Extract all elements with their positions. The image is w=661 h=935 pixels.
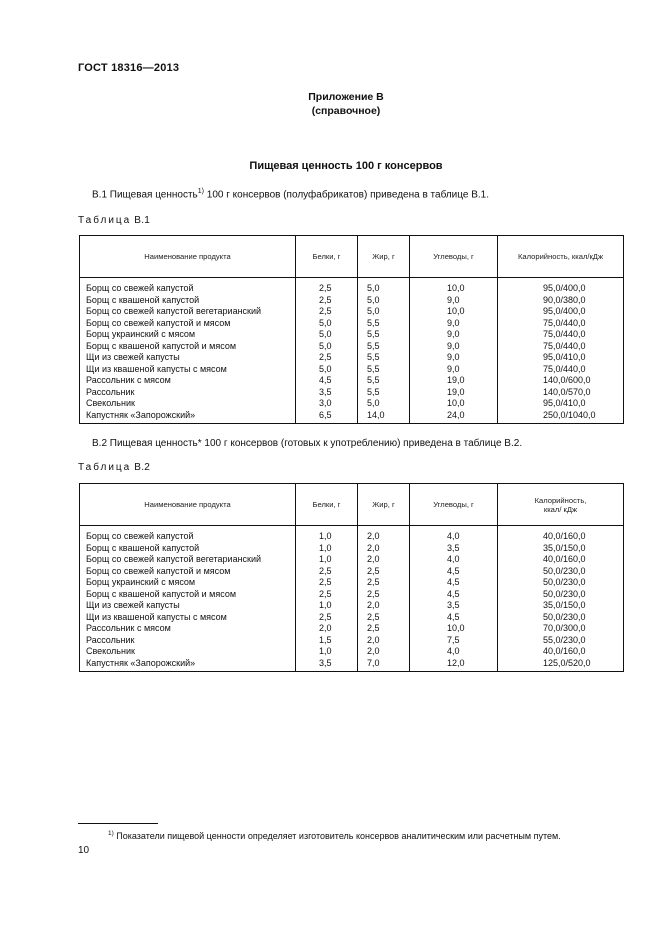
protein-value: 5,0 (296, 364, 358, 376)
fat-value: 5,5 (358, 341, 410, 353)
carbs-value: 10,0 (410, 278, 498, 295)
table-row (80, 352, 624, 364)
calories-value: 95,0/400,0 (498, 278, 624, 295)
paragraph-b2: В.2 Пищевая ценность* 100 г консервов (готовых к употреблению) приведена в таблице В.2. (92, 438, 523, 449)
fat-value: 2,5 (358, 623, 410, 635)
product-name: Борщ со свежей капустой (80, 278, 296, 295)
product-name: Борщ с квашеной капустой (80, 543, 296, 555)
product-name: Борщ со свежей капустой (80, 526, 296, 543)
fat-value: 2,5 (358, 612, 410, 624)
product-name: Щи из свежей капусты (80, 600, 296, 612)
footnote-marker: 1) (108, 830, 114, 837)
calories-value: 75,0/440,0 (498, 318, 624, 330)
appendix-title: Приложение В (308, 91, 384, 103)
table1-header-protein: Белки, г (296, 236, 358, 278)
table-row (80, 658, 624, 672)
footnote (108, 830, 561, 841)
fat-value: 2,0 (358, 543, 410, 555)
calories-value: 125,0/520,0 (498, 658, 624, 672)
carbs-value: 24,0 (410, 410, 498, 424)
product-name: Борщ украинский с мясом (80, 329, 296, 341)
protein-value: 1,5 (296, 635, 358, 647)
calories-value: 75,0/440,0 (498, 341, 624, 353)
carbs-value: 10,0 (410, 306, 498, 318)
appendix-subtitle: (справочное) (311, 105, 381, 117)
carbs-value: 4,5 (410, 577, 498, 589)
product-name: Рассольник с мясом (80, 623, 296, 635)
protein-value: 5,0 (296, 318, 358, 330)
table2-caption-number: В.2 (134, 462, 151, 473)
paragraph-b1-text-after: 100 г консервов (полуфабрикатов) приведена в таблице В.1. (204, 189, 490, 201)
table-row (80, 387, 624, 399)
table-row (80, 589, 624, 601)
calories-value: 140,0/600,0 (498, 375, 624, 387)
protein-value: 1,0 (296, 543, 358, 555)
fat-value: 2,5 (358, 589, 410, 601)
carbs-value: 9,0 (410, 341, 498, 353)
nutrition-table-2 (79, 483, 624, 672)
table1-body (80, 278, 624, 424)
protein-value: 3,0 (296, 398, 358, 410)
carbs-value: 19,0 (410, 387, 498, 399)
calories-value: 95,0/410,0 (498, 398, 624, 410)
table-row (80, 635, 624, 647)
table-row (80, 600, 624, 612)
carbs-value: 12,0 (410, 658, 498, 672)
table2-header-row (80, 484, 624, 526)
protein-value: 6,5 (296, 410, 358, 424)
fat-value: 5,5 (358, 329, 410, 341)
table-row (80, 306, 624, 318)
protein-value: 3,5 (296, 387, 358, 399)
table-row (80, 278, 624, 295)
fat-value: 2,0 (358, 646, 410, 658)
table2-header-calories-line1: Калорийность, (534, 495, 587, 505)
product-name: Щи из квашеной капусты с мясом (80, 612, 296, 624)
fat-value: 2,0 (358, 554, 410, 566)
table2-header-fat: Жир, г (358, 484, 410, 526)
carbs-value: 7,5 (410, 635, 498, 647)
fat-value: 5,5 (358, 352, 410, 364)
product-name: Свекольник (80, 398, 296, 410)
calories-value: 40,0/160,0 (498, 646, 624, 658)
carbs-value: 3,5 (410, 600, 498, 612)
table2-header-calories (498, 484, 624, 526)
product-name: Борщ с квашеной капустой и мясом (80, 341, 296, 353)
protein-value: 1,0 (296, 646, 358, 658)
calories-value: 90,0/380,0 (498, 295, 624, 307)
protein-value: 2,5 (296, 566, 358, 578)
calories-value: 75,0/440,0 (498, 329, 624, 341)
calories-value: 35,0/150,0 (498, 543, 624, 555)
fat-value: 5,5 (358, 318, 410, 330)
protein-value: 2,5 (296, 306, 358, 318)
table2-header-protein: Белки, г (296, 484, 358, 526)
calories-value: 50,0/230,0 (498, 577, 624, 589)
product-name: Борщ со свежей капустой и мясом (80, 318, 296, 330)
table1-header-calories: Калорийность, ккал/кДж (498, 236, 624, 278)
fat-value: 5,0 (358, 398, 410, 410)
product-name: Борщ с квашеной капустой (80, 295, 296, 307)
product-name: Борщ с квашеной капустой и мясом (80, 589, 296, 601)
table2-header-carbs: Углеводы, г (410, 484, 498, 526)
protein-value: 2,5 (296, 589, 358, 601)
table-row (80, 526, 624, 543)
table-row (80, 646, 624, 658)
table1-caption (78, 215, 150, 226)
table-row (80, 398, 624, 410)
product-name: Капустняк «Запорожский» (80, 658, 296, 672)
table1-caption-number: В.1 (134, 215, 151, 226)
carbs-value: 9,0 (410, 318, 498, 330)
product-name: Рассольник (80, 387, 296, 399)
carbs-value: 10,0 (410, 398, 498, 410)
table-row (80, 623, 624, 635)
footnote-separator (78, 823, 158, 824)
calories-value: 50,0/230,0 (498, 612, 624, 624)
calories-value: 95,0/400,0 (498, 306, 624, 318)
table2-caption (78, 462, 150, 473)
carbs-value: 9,0 (410, 329, 498, 341)
protein-value: 4,5 (296, 375, 358, 387)
calories-value: 40,0/160,0 (498, 526, 624, 543)
product-name: Борщ со свежей капустой и мясом (80, 566, 296, 578)
table-row (80, 566, 624, 578)
table2-header-calories-line2: ккал/ кДж (543, 504, 578, 514)
product-name: Щи из квашеной капусты с мясом (80, 364, 296, 376)
table1-header-carbs: Углеводы, г (410, 236, 498, 278)
protein-value: 2,5 (296, 352, 358, 364)
paragraph-b1 (92, 188, 489, 200)
protein-value: 2,5 (296, 295, 358, 307)
carbs-value: 10,0 (410, 623, 498, 635)
section-title: Пищевая ценность 100 г консервов (249, 160, 443, 172)
calories-value: 35,0/150,0 (498, 600, 624, 612)
fat-value: 5,5 (358, 364, 410, 376)
calories-value: 250,0/1040,0 (498, 410, 624, 424)
calories-value: 70,0/300,0 (498, 623, 624, 635)
table1-header-product: Наименование продукта (80, 236, 296, 278)
document-code: ГОСТ 18316—2013 (78, 62, 180, 74)
fat-value: 2,0 (358, 526, 410, 543)
protein-value: 5,0 (296, 329, 358, 341)
carbs-value: 4,5 (410, 566, 498, 578)
fat-value: 5,5 (358, 375, 410, 387)
fat-value: 7,0 (358, 658, 410, 672)
carbs-value: 3,5 (410, 543, 498, 555)
carbs-value: 4,0 (410, 554, 498, 566)
product-name: Рассольник с мясом (80, 375, 296, 387)
calories-value: 40,0/160,0 (498, 554, 624, 566)
protein-value: 1,0 (296, 526, 358, 543)
protein-value: 3,5 (296, 658, 358, 672)
product-name: Капустняк «Запорожский» (80, 410, 296, 424)
product-name: Щи из свежей капусты (80, 352, 296, 364)
calories-value: 75,0/440,0 (498, 364, 624, 376)
protein-value: 2,5 (296, 278, 358, 295)
carbs-value: 19,0 (410, 375, 498, 387)
fat-value: 5,0 (358, 278, 410, 295)
carbs-value: 9,0 (410, 364, 498, 376)
fat-value: 2,0 (358, 635, 410, 647)
fat-value: 5,0 (358, 295, 410, 307)
fat-value: 2,5 (358, 566, 410, 578)
carbs-value: 4,0 (410, 646, 498, 658)
table1-caption-word: Таблица (78, 215, 132, 226)
table-row (80, 612, 624, 624)
table1-header-fat: Жир, г (358, 236, 410, 278)
calories-value: 50,0/230,0 (498, 589, 624, 601)
calories-value: 140,0/570,0 (498, 387, 624, 399)
fat-value: 5,0 (358, 306, 410, 318)
table-row (80, 543, 624, 555)
product-name: Борщ со свежей капустой вегетарианский (80, 306, 296, 318)
paragraph-b1-text-before: В.1 Пищевая ценность (92, 189, 198, 201)
fat-value: 2,5 (358, 577, 410, 589)
calories-value: 55,0/230,0 (498, 635, 624, 647)
nutrition-table-1 (79, 235, 624, 424)
protein-value: 1,0 (296, 554, 358, 566)
table-row (80, 410, 624, 424)
carbs-value: 9,0 (410, 352, 498, 364)
table-row (80, 364, 624, 376)
footnote-ref: 1) (197, 188, 205, 195)
product-name: Рассольник (80, 635, 296, 647)
table-row (80, 375, 624, 387)
table-row (80, 329, 624, 341)
table-row (80, 341, 624, 353)
carbs-value: 4,5 (410, 589, 498, 601)
product-name: Свекольник (80, 646, 296, 658)
table-row (80, 295, 624, 307)
fat-value: 2,0 (358, 600, 410, 612)
table1-header-row (80, 236, 624, 278)
protein-value: 2,0 (296, 623, 358, 635)
footnote-text: Показатели пищевой ценности определяет изготовитель консервов аналитическим или расчетным путем. (113, 831, 561, 841)
carbs-value: 9,0 (410, 295, 498, 307)
carbs-value: 4,0 (410, 526, 498, 543)
table-row (80, 577, 624, 589)
carbs-value: 4,5 (410, 612, 498, 624)
protein-value: 2,5 (296, 612, 358, 624)
fat-value: 14,0 (358, 410, 410, 424)
fat-value: 5,5 (358, 387, 410, 399)
table2-caption-word: Таблица (78, 462, 132, 473)
protein-value: 5,0 (296, 341, 358, 353)
calories-value: 50,0/230,0 (498, 566, 624, 578)
table2-header-product: Наименование продукта (80, 484, 296, 526)
protein-value: 1,0 (296, 600, 358, 612)
table-row (80, 318, 624, 330)
page-number: 10 (78, 845, 90, 856)
appendix-heading (0, 90, 661, 118)
table2-body (80, 526, 624, 672)
table-row (80, 554, 624, 566)
product-name: Борщ украинский с мясом (80, 577, 296, 589)
product-name: Борщ со свежей капустой вегетарианский (80, 554, 296, 566)
protein-value: 2,5 (296, 577, 358, 589)
calories-value: 95,0/410,0 (498, 352, 624, 364)
